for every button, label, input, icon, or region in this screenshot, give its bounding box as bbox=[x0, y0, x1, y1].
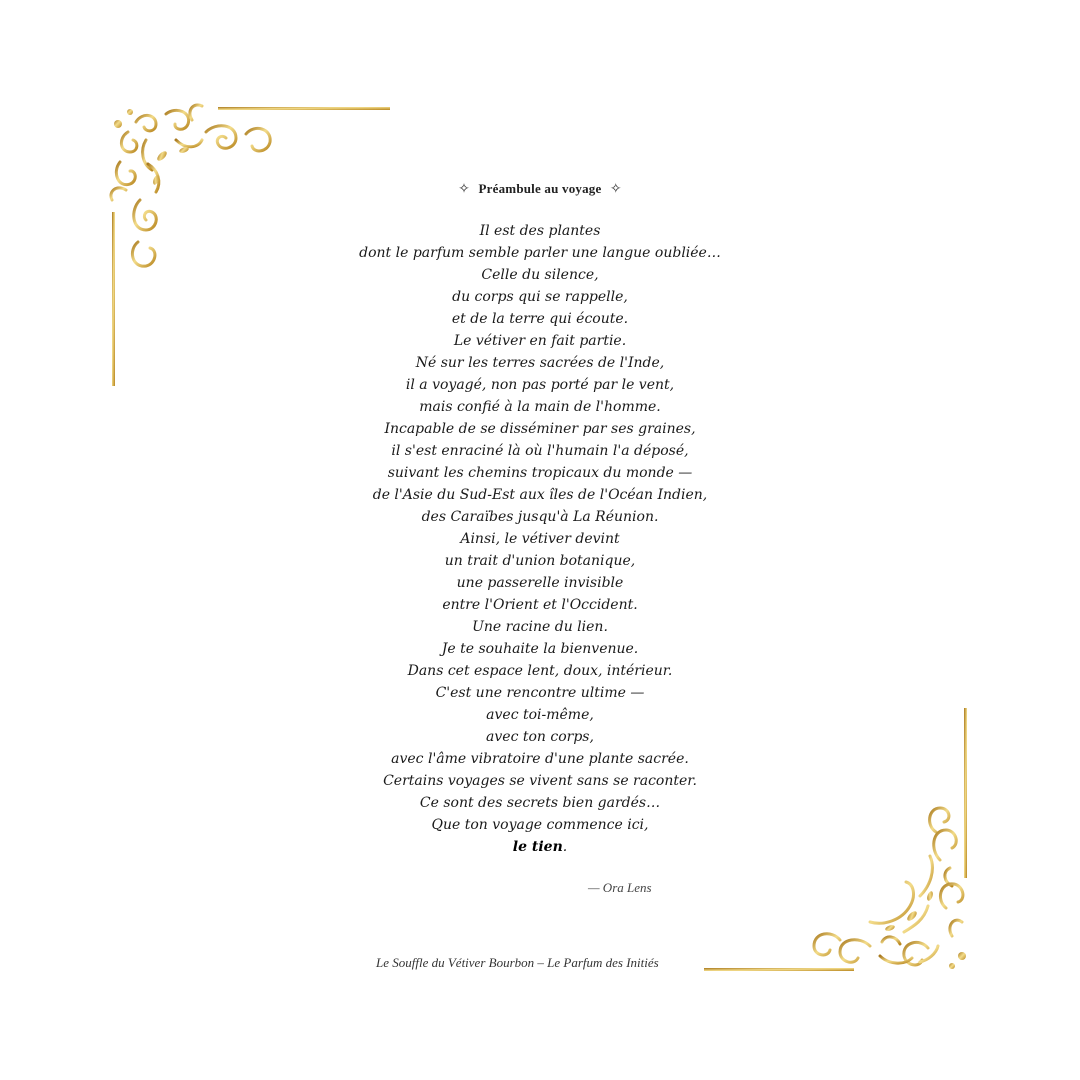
poem-line: avec l'âme vibratoire d'une plante sacrée. bbox=[391, 751, 689, 767]
poem-line: Dans cet espace lent, doux, intérieur. bbox=[407, 663, 673, 679]
poem-line: Celle du silence, bbox=[481, 267, 599, 283]
poem-line: Je te souhaite la bienvenue. bbox=[441, 641, 639, 657]
poem-line: suivant les chemins tropicaux du monde — bbox=[387, 465, 693, 481]
poem-line: Que ton voyage commence ici, bbox=[431, 817, 649, 833]
poem-line: Une racine du lien. bbox=[472, 619, 608, 635]
poem-line: un trait d'union botanique, bbox=[444, 553, 636, 569]
poem-line: une passerelle invisible bbox=[456, 575, 624, 591]
footer-title: Le Souffle du Vétiver Bourbon – Le Parfum des Initiés bbox=[376, 955, 659, 970]
heading-title: Préambule au voyage bbox=[478, 181, 602, 196]
poem-line: il a voyagé, non pas porté par le vent, bbox=[405, 377, 675, 393]
poem-line: entre l'Orient et l'Occident. bbox=[442, 597, 638, 613]
poem-line: mais confié à la main de l'homme. bbox=[419, 399, 661, 415]
poem-line: Le vétiver en fait partie. bbox=[453, 333, 627, 349]
poem-line: Ainsi, le vétiver devint bbox=[460, 531, 620, 547]
poem-line: Certains voyages se vivent sans se raconter. bbox=[383, 773, 697, 789]
poem-line: il s'est enraciné là où l'humain l'a déposé, bbox=[391, 443, 689, 459]
poem-line: du corps qui se rappelle, bbox=[452, 289, 628, 305]
poem bbox=[0, 220, 1080, 858]
poem-line: des Caraïbes jusqu'à La Réunion. bbox=[421, 509, 659, 525]
poem-final-punctuation: . bbox=[562, 839, 568, 855]
poem-line: Ce sont des secrets bien gardés… bbox=[419, 795, 661, 811]
poem-line: de l'Asie du Sud-Est aux îles de l'Océan Indien, bbox=[372, 487, 708, 503]
signature: — Ora Lens bbox=[588, 880, 652, 895]
poem-line: Il est des plantes bbox=[479, 223, 601, 239]
section-heading bbox=[0, 181, 1080, 198]
poem-line: Né sur les terres sacrées de l'Inde, bbox=[415, 355, 665, 371]
poem-line: et de la terre qui écoute. bbox=[451, 311, 629, 327]
poem-line: Incapable de se disséminer par ses graines, bbox=[384, 421, 696, 437]
sparkle-icon: ✧ bbox=[609, 182, 622, 197]
poem-emphasis: le tien bbox=[512, 839, 563, 855]
poem-line: avec ton corps, bbox=[486, 729, 594, 745]
poem-final-line bbox=[0, 836, 1080, 858]
poem-line: dont le parfum semble parler une langue oubliée… bbox=[359, 245, 721, 261]
poem-line: C'est une rencontre ultime — bbox=[435, 685, 645, 701]
poem-line: avec toi-même, bbox=[486, 707, 594, 723]
sparkle-icon: ✧ bbox=[458, 182, 471, 197]
